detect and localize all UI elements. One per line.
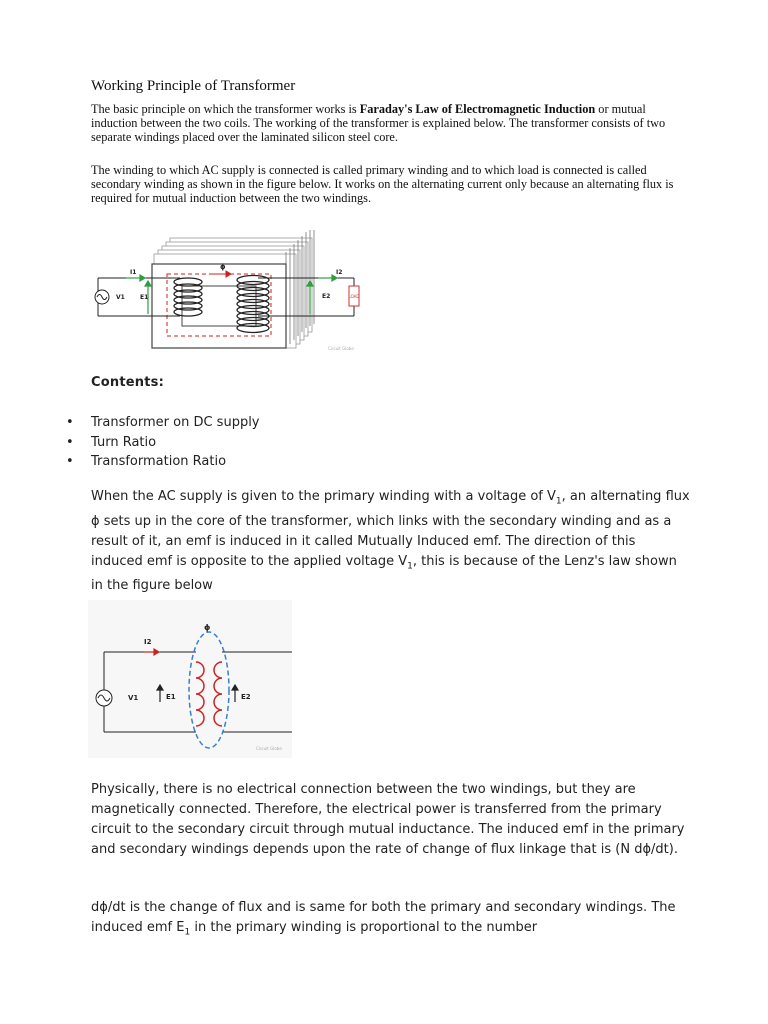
fig1-label-e2: E2 (322, 293, 331, 300)
winding-paragraph: The winding to which AC supply is connected is called primary winding and to which load is connected is called secondary winding as shown in the figure below. It works on the alternating current only because an alternating flux is required for mutual induction between the two windings. (91, 163, 674, 205)
contents-list (66, 413, 260, 472)
fig2-watermark: Circuit Globe (256, 746, 282, 751)
fig2-label-i2: I2 (144, 638, 152, 646)
fig2-label-e1: E1 (166, 693, 176, 701)
lenz-law-figure (88, 600, 292, 758)
para5-text-a: dϕ/dt is the change of flux and is same for both the primary and secondary windings. The induced emf E (91, 900, 676, 935)
flux-change-paragraph (91, 898, 691, 943)
intro-text-start: The basic principle on which the transformer works is (91, 102, 360, 116)
fig1-label-v1: V1 (116, 294, 125, 301)
contents-item-transformation-ratio[interactable]: • Transformation Ratio (66, 452, 260, 472)
fig1-label-e1: E1 (140, 294, 149, 301)
intro-paragraph (91, 102, 691, 144)
fig2-label-phi: ϕ (204, 623, 211, 632)
page-title: Working Principle of Transformer (91, 78, 296, 94)
para3-text-b: , an alternating flux ϕ sets up in the core of the transformer, which links with the secondary winding and as a result of it, an emf is induced in it called Mutually Induced emf. The direction of this induced emf is opposite to the applied voltage V (91, 489, 690, 569)
para3-text-c: , this is because of the Lenz's law shown in the figure below (91, 553, 677, 594)
fig1-watermark: Circuit Globe (328, 346, 354, 351)
para5-sub: 1 (184, 927, 191, 938)
fig2-label-v1: V1 (128, 694, 139, 702)
para3-sub-b: 1 (407, 561, 413, 572)
fig1-label-phi: ϕ (220, 263, 226, 271)
load-label: LOAD (348, 294, 360, 299)
contents-item-turn-ratio[interactable]: • Turn Ratio (66, 433, 260, 453)
fig2-label-e2: E2 (241, 693, 251, 701)
fig1-label-i2: I2 (336, 269, 343, 276)
fig1-label-i1: I1 (130, 269, 137, 276)
para3-sub-a: 1 (555, 496, 562, 507)
contents-item-dc-supply[interactable]: • Transformer on DC supply (66, 413, 260, 433)
electrical-connection-paragraph: Physically, there is no electrical connection between the two windings, but they are magnetically connected. Therefore, the electrical power is transferred from the primary circuit to the secondary circuit through mutual inductance. The induced emf in the primary and secondary windings depends upon the rate of change of flux linkage that is (N dϕ/dt). (91, 782, 685, 857)
intro-text-end: or mutual induction between the two coils. The working of the transformer is explained below. The transformer consists of two separate windings placed over the laminated silicon steel core. (91, 102, 666, 144)
faraday-law-highlight: Faraday's Law of Electromagnetic Induction (359, 102, 596, 116)
para3-text-a: When the AC supply is given to the primary winding with a voltage of V (91, 489, 556, 504)
para5-text-b: in the primary winding is proportional to the number (190, 920, 538, 935)
contents-heading: Contents: (91, 375, 164, 390)
transformer-core-figure (88, 222, 378, 357)
ac-supply-paragraph (91, 487, 691, 596)
